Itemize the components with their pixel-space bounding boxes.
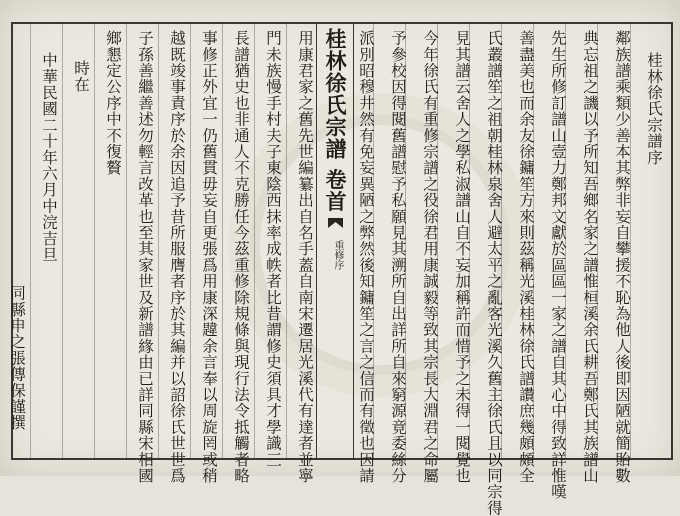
text-column: 鄰族譜乘類少善本其弊非妄自攀援不恥為他人後即因陋就簡貽數 xyxy=(613,30,631,484)
section-label: 重修序 xyxy=(332,240,343,270)
text-column: 典忘祖之譏以予所知吾鄉名家之譜惟桓溪余氏耕吾鄭氏其族譜山 xyxy=(581,30,599,484)
text-column: 子孫善繼善述勿輕言改革也至其家世及新譜緣由已詳同縣宋相國 xyxy=(136,30,154,484)
text-column: 氏叢譜笙之祖朝桂林泉舍人避太平之亂客光溪久舊主徐氏且以同宗得 xyxy=(485,30,503,516)
fish-tail-mark xyxy=(328,218,343,228)
column-rule xyxy=(254,22,255,460)
column-rule xyxy=(94,22,95,460)
text-column: 今年徐氏有重修宗譜之役徐君用康誠毅等致其宗長大淵君之命屬 xyxy=(421,30,439,484)
text-column: 派別昭穆井然有免妄異陋之弊然後知鏞笙之言之信而有徵也因請 xyxy=(357,30,375,484)
book-title: 桂林徐氏宗譜 卷首 xyxy=(323,28,348,213)
column-rule xyxy=(222,22,223,460)
column-rule xyxy=(158,22,159,460)
text-column: 予參校因得閱舊譜慰予私願見其溯所自出詳所自來窮源竟委絲分 xyxy=(389,30,407,484)
column-rule xyxy=(62,22,63,460)
date-prefix: 時在 xyxy=(72,60,90,93)
text-column: 先生所修訂譜山壹力鄭邦文獻於區區一家之譜自其心中得致詳惟嘆 xyxy=(549,30,567,500)
text-column: 見其譜云舍人之學私淑譜山自不妄加稱許而惜予之未得一閱覺也 xyxy=(453,30,471,484)
text-column: 事修正外宜一仍舊貫毋妄自更張爲用康深韙余言奉以周旋罔或稍 xyxy=(200,30,218,484)
center-fold-strip xyxy=(316,22,354,460)
text-column: 鄉懇定公序中不復贅 xyxy=(104,30,122,176)
column-rule xyxy=(126,22,127,460)
watermark-seal xyxy=(250,115,510,375)
text-column: 越既竣事責序於余因追予昔所服膺者序於其編并以詔徐氏世世爲 xyxy=(168,30,186,484)
text-column: 用康君家之舊先世編纂出自名手蓋自南宋遷居光溪代有達者並寧 xyxy=(296,30,314,484)
column-rule xyxy=(30,22,31,460)
column-rule xyxy=(286,22,287,460)
preface-heading: 桂林徐氏宗譜序 xyxy=(645,52,663,166)
date-line: 中華民國二十年六月中浣吉旦 xyxy=(40,52,58,263)
text-column: 善盡美也而余友徐鏞笙方來則茲稱光溪桂林徐氏譜讚庶幾頗頗全 xyxy=(517,30,535,484)
column-rule xyxy=(190,22,191,460)
text-column: 長譜猶史也非通人不克勝任今茲重修除規條與現行法令抵觸者略 xyxy=(232,30,250,484)
text-column: 門未族慢手村夫子東陰西抹率成帙者比昔謂修史須具才學識三 xyxy=(264,30,282,468)
author-signature: 同縣申之張傳保謹撰 xyxy=(8,285,26,431)
